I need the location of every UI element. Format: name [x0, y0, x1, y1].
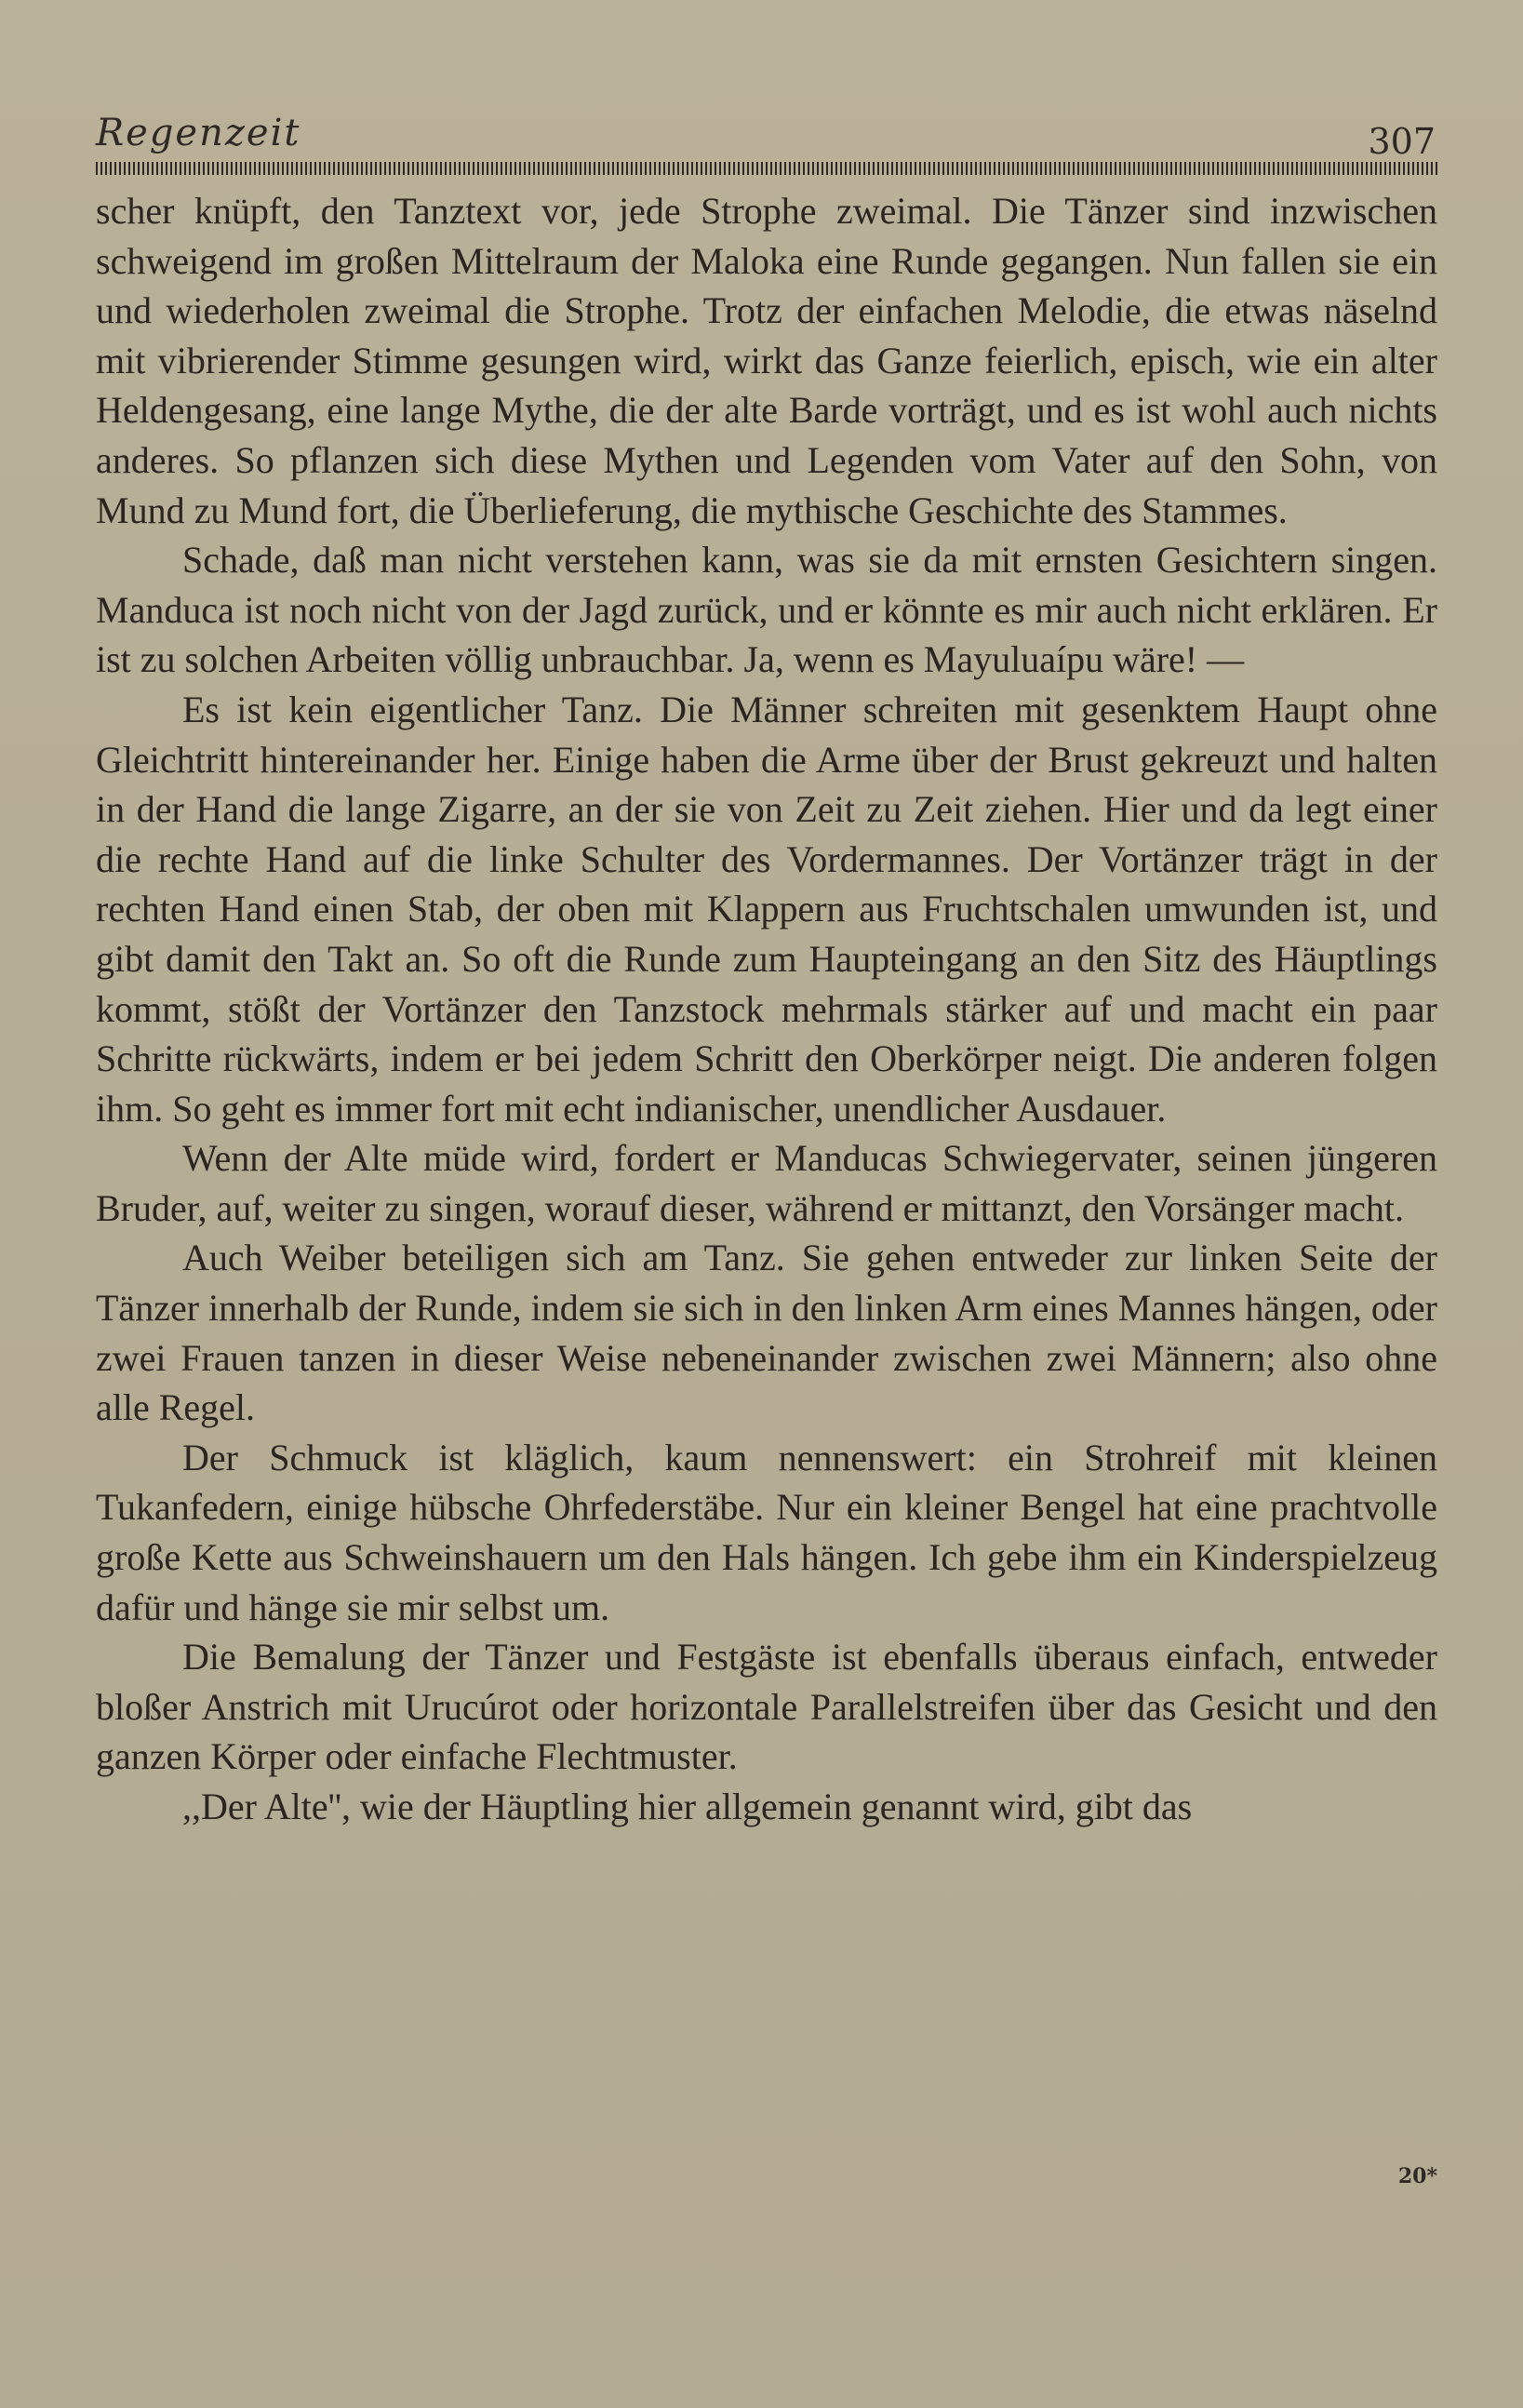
- paragraph: Die Bemalung der Tänzer und Festgäste ist ebenfalls überaus einfach, entweder bloßer Anstrich mit Urucúrot oder horizontale Parallelstreifen über das Gesicht und den ganzen Körper oder einfache Flechtmuster.: [96, 1636, 1437, 1778]
- page-number: 307: [1368, 121, 1436, 162]
- paragraph: Schade, daß man nicht verstehen kann, was sie da mit ernsten Gesichtern singen. Manduca ist noch nicht von der Jagd zurück, und er könnte es mir auch nicht erklären. Er ist zu solchen Arbeiten völlig unbrauchbar. Ja, wenn es Mayuluaípu wäre! —: [96, 539, 1437, 681]
- running-title: Regenzeit: [96, 112, 301, 154]
- body-text: [96, 186, 1437, 1832]
- paragraph: Der Schmuck ist kläglich, kaum nennenswert: ein Strohreif mit kleinen Tukanfedern, einige hübsche Ohrfederstäbe. Nur ein kleiner Bengel hat eine prachtvolle große Kette aus Schweinshauern um den Hals hängen. Ich gebe ihm ein Kinderspielzeug dafür und hänge sie mir selbst um.: [96, 1436, 1437, 1628]
- paragraph: Wenn der Alte müde wird, fordert er Manducas Schwiegervater, seinen jüngeren Bruder, auf, weiter zu singen, worauf dieser, während er mittanzt, den Vorsänger macht.: [96, 1137, 1437, 1229]
- signature-mark: 20*: [1397, 2164, 1437, 2188]
- paragraph: ,,Der Alte'', wie der Häuptling hier allgemein genannt wird, gibt das: [182, 1786, 1193, 1827]
- running-head: [96, 112, 1437, 167]
- paragraph: Es ist kein eigentlicher Tanz. Die Männer schreiten mit gesenktem Haupt ohne Gleichtritt hintereinander her. Einige haben die Arme über der Brust gekreuzt und halten in der Hand die lange Zigarre, an der sie von Zeit zu Zeit ziehen. Hier und da legt einer die rechte Hand auf die linke Schulter des Vordermannes. Der Vortänzer trägt in der rechten Hand einen Stab, der oben mit Klappern aus Fruchtschalen umwunden ist, und gibt damit den Takt an. So oft die Runde zum Haupteingang an den Sitz des Häuptlings kommt, stößt der Vortänzer den Tanzstock mehrmals stärker auf und macht ein paar Schritte rückwärts, indem er bei jedem Schritt den Oberkörper neigt. Die anderen folgen ihm. So geht es immer fort mit echt indianischer, unendlicher Ausdauer.: [96, 688, 1437, 1130]
- paragraph: Auch Weiber beteiligen sich am Tanz. Sie gehen entweder zur linken Seite der Tänzer innerhalb der Runde, indem sie sich in den linken Arm eines Mannes hängen, oder zwei Frauen tanzen in dieser Weise nebeneinander zwischen zwei Männern; also ohne alle Regel.: [96, 1237, 1437, 1429]
- paragraph: scher knüpft, den Tanztext vor, jede Strophe zweimal. Die Tänzer sind inzwischen schweigend im großen Mittelraum der Maloka eine Runde gegangen. Nun fallen sie ein und wiederholen zweimal die Strophe. Trotz der einfachen Melodie, die etwas näselnd mit vibrierender Stimme gesungen wird, wirkt das Ganze feierlich, episch, wie ein alter Heldengesang, eine lange Mythe, die der alte Barde vorträgt, und es ist wohl auch nichts anderes. So pflanzen sich diese Mythen und Legenden vom Vater auf den Sohn, von Mund zu Mund fort, die Überlieferung, die mythische Geschichte des Stammes.: [96, 190, 1437, 531]
- header-rule: [96, 162, 1437, 175]
